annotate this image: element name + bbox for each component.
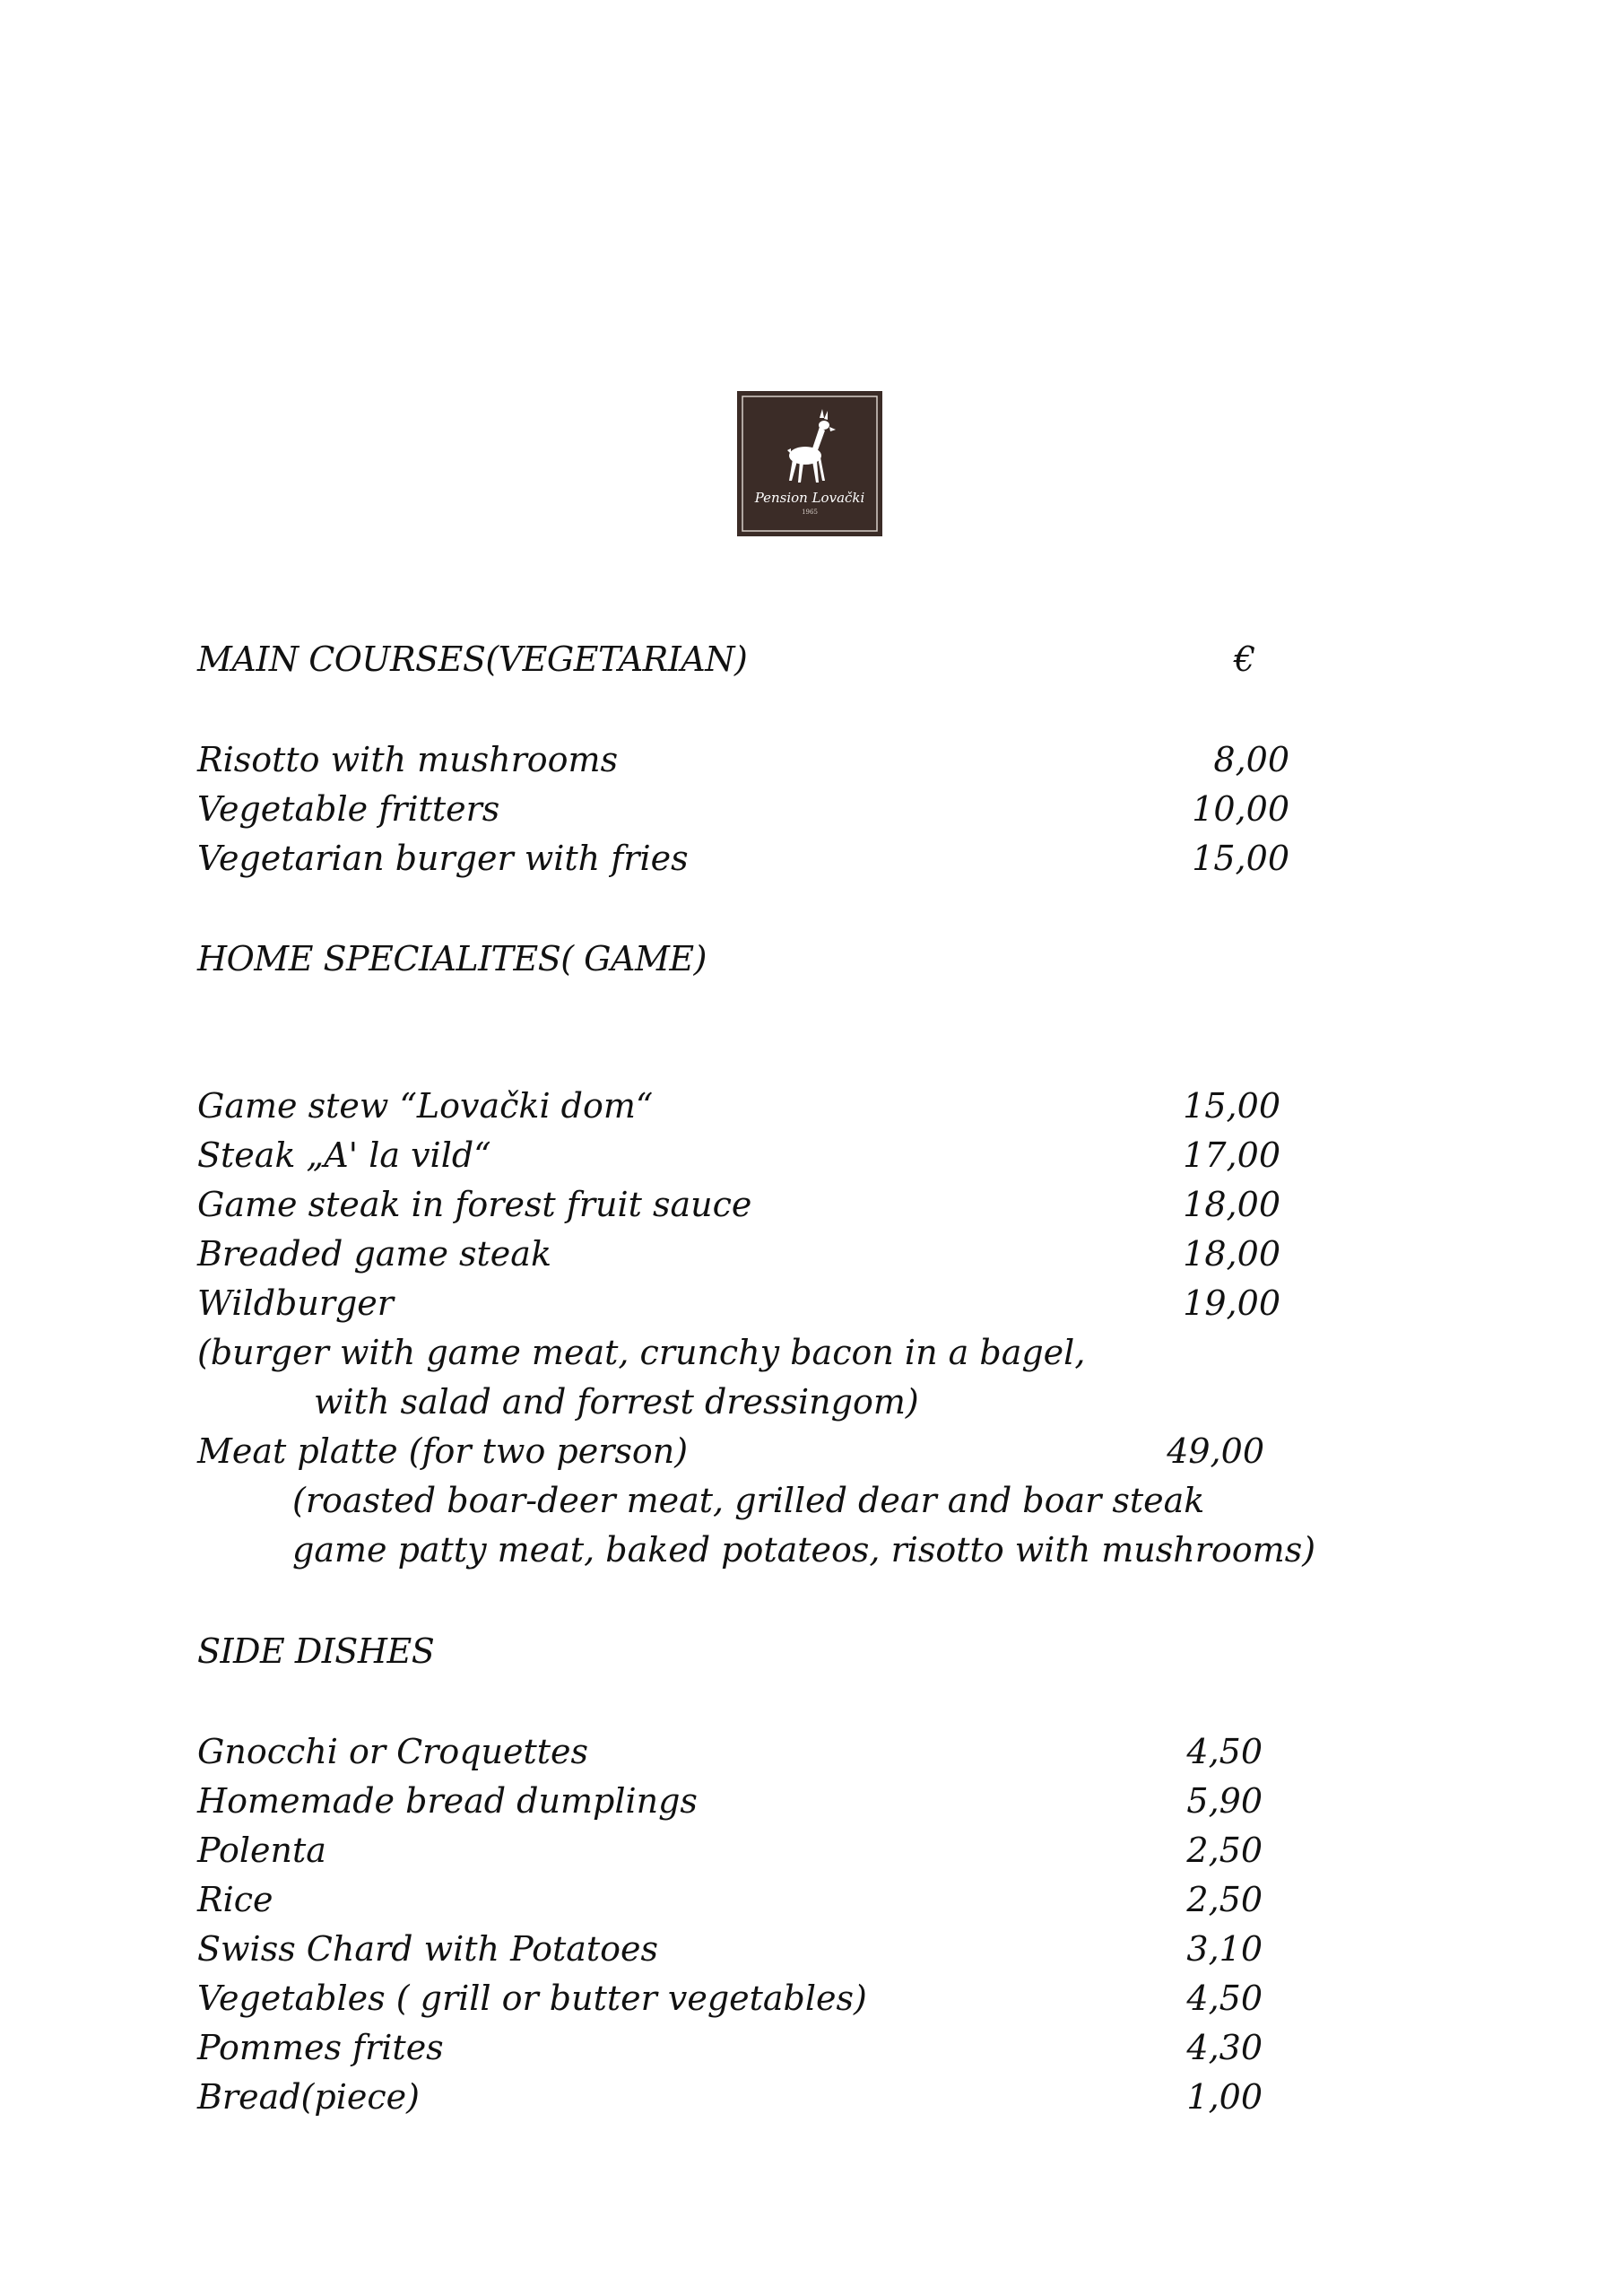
item-description: with salad and forrest dressingom) (314, 1382, 919, 1422)
menu-item-name: Game stew “Lovački dom“ (197, 1086, 654, 1126)
menu-item-price: 49,00 (1167, 1431, 1264, 1471)
menu-item-price: 5,90 (1186, 1781, 1263, 1821)
logo-text: Pension Lovački (754, 490, 865, 506)
menu-item-price: 17,00 (1183, 1135, 1280, 1175)
menu-item-price: 1,00 (1186, 2077, 1263, 2117)
menu-item-name: Polenta (197, 1831, 326, 1870)
menu-item-name: Vegetable fritters (197, 789, 500, 829)
menu-item-price: 15,00 (1192, 839, 1289, 878)
menu-item-price: 4,50 (1186, 1732, 1263, 1771)
menu-item-price: 18,00 (1183, 1234, 1280, 1274)
menu-item-name: Vegetarian burger with fries (197, 839, 689, 878)
item-description: (roasted boar-deer meat, grilled dear and boar steak (292, 1481, 1205, 1520)
section-title-main: MAIN COURSES(VEGETARIAN) (197, 639, 748, 679)
deer-icon (787, 409, 836, 483)
menu-item-name: Vegetables ( grill or butter vegetables) (197, 1979, 867, 2018)
section-title-side: SIDE DISHES (197, 1631, 435, 1671)
logo-year: 1965 (802, 509, 818, 516)
menu-item-name: Breaded game steak (197, 1234, 551, 1274)
menu-item-price: 8,00 (1213, 740, 1289, 779)
menu-item-price: 10,00 (1192, 789, 1289, 829)
menu-item-name: Game steak in forest fruit sauce (197, 1185, 752, 1224)
pension-logo (737, 391, 882, 536)
menu-item-name: Steak „A' la vild“ (197, 1135, 491, 1175)
menu-item-price: 19,00 (1183, 1283, 1280, 1323)
menu-item-name: Swiss Chard with Potatoes (197, 1929, 659, 1969)
item-description: (burger with game meat, crunchy bacon in a bagel, (197, 1333, 1086, 1372)
menu-item-name: Pommes frites (197, 2028, 444, 2067)
section-title-home: HOME SPECIALITES( GAME) (197, 939, 707, 978)
menu-item-name: Homemade bread dumplings (197, 1781, 698, 1821)
menu-item-name: Gnocchi or Croquettes (197, 1732, 589, 1771)
menu-item-price: 4,30 (1186, 2028, 1263, 2067)
item-description: game patty meat, baked potateos, risotto with mushrooms) (292, 1530, 1316, 1570)
menu-item-price: 3,10 (1186, 1929, 1263, 1969)
menu-item-name: Rice (197, 1880, 273, 1919)
menu-item-price: 2,50 (1186, 1880, 1263, 1919)
menu-item-name: Wildburger (197, 1283, 394, 1323)
menu-item-price: 2,50 (1186, 1831, 1263, 1870)
menu-item-name: Bread(piece) (197, 2077, 420, 2117)
menu-item-price: 4,50 (1186, 1979, 1263, 2018)
menu-item-name: Meat platte (for two person) (197, 1431, 689, 1471)
menu-item-price: 15,00 (1183, 1086, 1280, 1126)
currency-symbol: € (1234, 639, 1255, 679)
menu-item-name: Risotto with mushrooms (197, 740, 619, 779)
menu-item-price: 18,00 (1183, 1185, 1280, 1224)
